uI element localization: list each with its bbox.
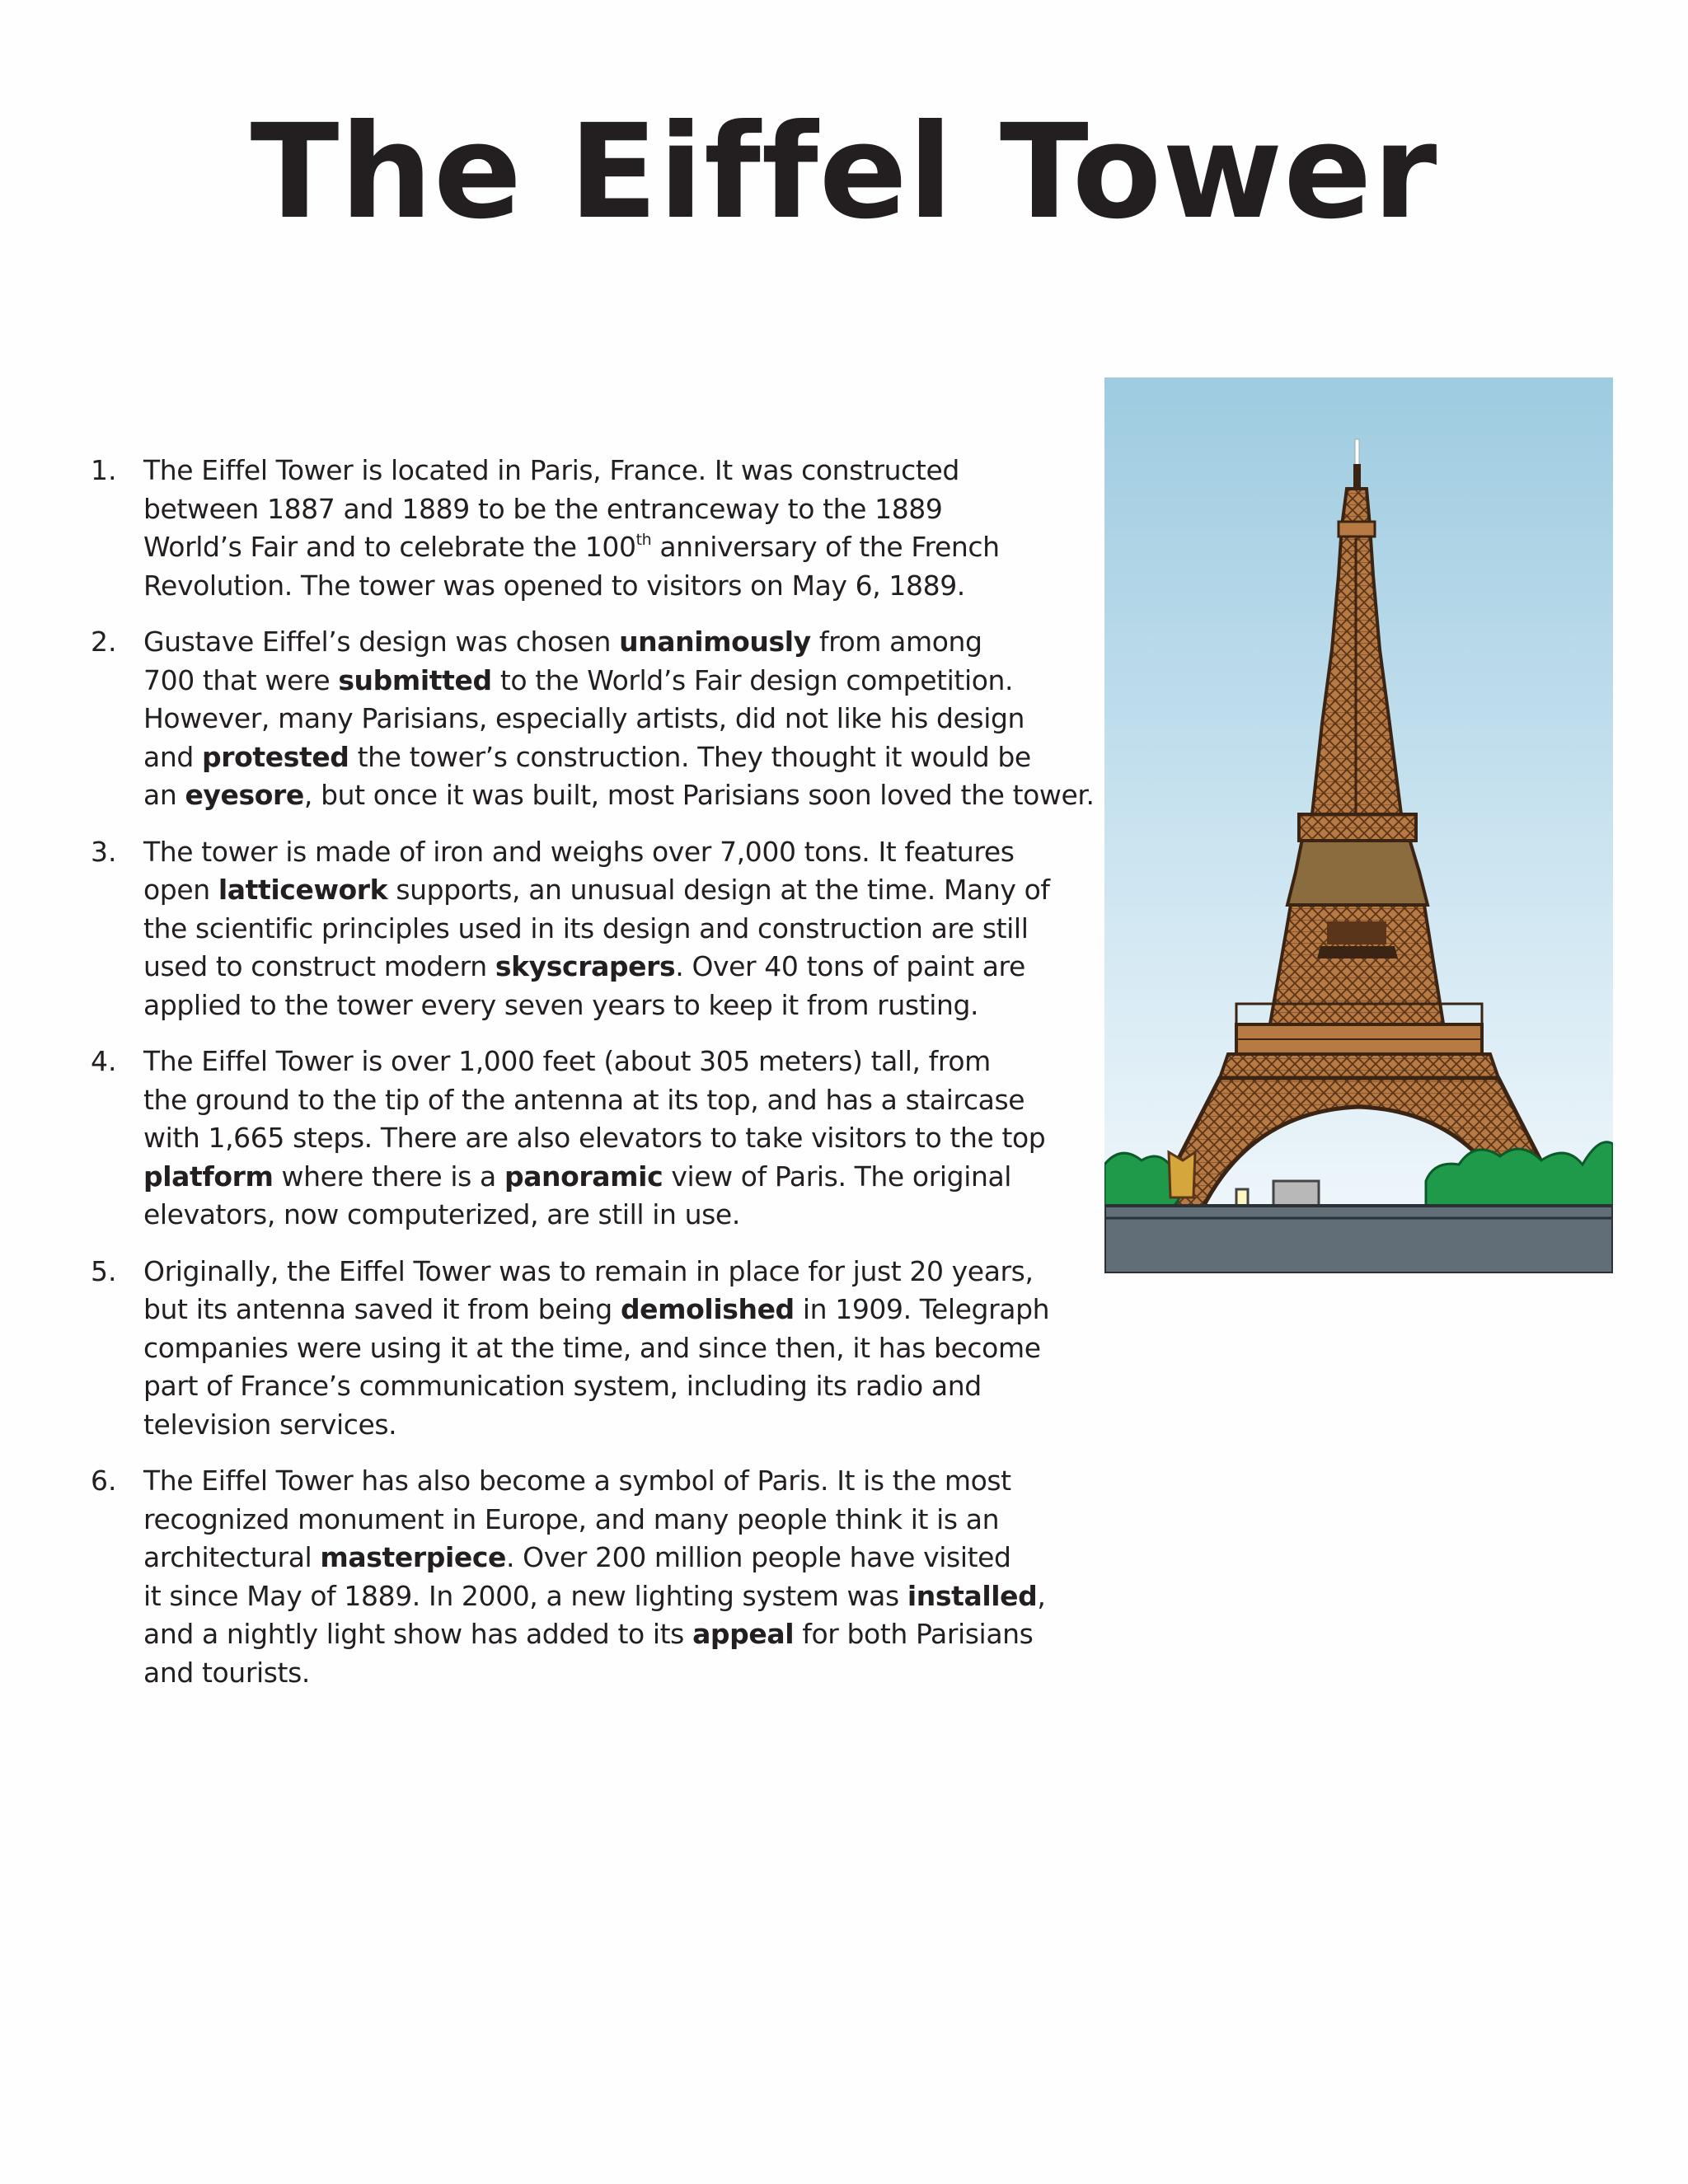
fact-text-run: The Eiffel Tower is over 1,000 feet (about 305 meters) tall, from <box>143 1045 991 1077</box>
fact-text <box>143 833 1096 1025</box>
fact-number: 2. <box>91 626 117 658</box>
fact-text-run: with 1,665 steps. There are also elevators to take visitors to the top <box>143 1122 1046 1154</box>
fact-item <box>91 623 1096 815</box>
fact-line <box>143 1043 1096 1081</box>
fact-text <box>143 1253 1096 1445</box>
fact-text-run: , <box>1037 1579 1046 1612</box>
fact-text-run: view of Paris. The original <box>663 1160 1012 1193</box>
vocabulary-word: installed <box>907 1579 1038 1612</box>
fact-text-run: . Over 40 tons of paint are <box>675 950 1025 982</box>
fact-text-run: Gustave Eiffel’s design was chosen <box>143 626 620 658</box>
fact-number: 6. <box>91 1465 117 1497</box>
fact-text-run: recognized monument in Europe, and many people think it is an <box>143 1502 1000 1535</box>
fact-line <box>143 1501 1096 1540</box>
fact-text-run: companies were using it at the time, and since then, it has become <box>143 1331 1041 1364</box>
fact-text-run: to the World’s Fair design competition. <box>491 663 1014 696</box>
fact-text-run: World’s Fair and to celebrate the 100 <box>143 531 636 563</box>
vocabulary-word: eyesore <box>185 779 304 811</box>
fact-line <box>143 662 1096 701</box>
vocabulary-word: masterpiece <box>320 1541 506 1573</box>
fact-line <box>143 948 1096 987</box>
vocabulary-word: platform <box>143 1160 274 1193</box>
page-title: The Eiffel Tower <box>250 96 1438 248</box>
fact-line <box>143 452 1096 490</box>
fact-item <box>91 1462 1096 1692</box>
fact-text-run: . Over 200 million people have visited <box>505 1541 1011 1573</box>
fact-line <box>143 567 1096 606</box>
fact-text-run: television services. <box>143 1408 397 1441</box>
fact-item <box>91 452 1096 605</box>
fact-text-run: it since May of 1889. In 2000, a new lighting system was <box>143 1579 907 1612</box>
fact-text-run: and a nightly light show has added to its <box>143 1618 693 1650</box>
fact-text-run: for both Parisians <box>794 1618 1034 1650</box>
fact-line <box>143 1081 1096 1120</box>
vocabulary-word: unanimously <box>619 626 811 658</box>
fact-text-run: and tourists. <box>143 1656 310 1689</box>
fact-text-run: where there is a <box>273 1160 504 1193</box>
fact-line <box>143 776 1096 815</box>
fact-line <box>143 987 1096 1025</box>
bridge-wall <box>1104 1206 1613 1273</box>
fact-line <box>143 1196 1096 1235</box>
fact-text-run: part of France’s communication system, including its radio and <box>143 1370 982 1402</box>
fact-line <box>143 1654 1096 1693</box>
fact-line <box>143 1329 1096 1368</box>
fact-item <box>91 1253 1096 1445</box>
fact-text-run: The tower is made of iron and weighs over 7,000 tons. It features <box>143 835 1015 868</box>
fact-line <box>143 738 1096 777</box>
fact-line <box>143 1119 1096 1158</box>
fact-line <box>143 623 1096 662</box>
fact-text-run: but its antenna saved it from being <box>143 1293 621 1325</box>
vocabulary-word: latticework <box>218 874 388 906</box>
fact-text-run: anniversary of the French <box>651 531 1000 563</box>
fact-text <box>143 1043 1096 1235</box>
fact-item <box>91 1043 1096 1235</box>
fact-line <box>143 910 1096 949</box>
fact-text-run: in 1909. Telegraph <box>794 1293 1050 1325</box>
fact-text-run: the scientific principles used in its design and construction are still <box>143 912 1029 944</box>
fact-text-run: and <box>143 740 202 773</box>
fact-line <box>143 1367 1096 1406</box>
fact-line <box>143 1462 1096 1501</box>
fact-text-run: an <box>143 779 185 811</box>
fact-text-run: the ground to the tip of the antenna at its top, and has a staircase <box>143 1083 1025 1116</box>
fact-number: 1. <box>91 454 117 486</box>
vocabulary-word: demolished <box>620 1293 795 1325</box>
fact-line <box>143 528 1096 567</box>
fact-line <box>143 1158 1096 1197</box>
fact-number: 5. <box>91 1254 117 1287</box>
fact-text-run: between 1887 and 1889 to be the entranceway to the 1889 <box>143 492 943 525</box>
fact-line <box>143 833 1096 872</box>
eiffel-tower-illustration-icon <box>1104 377 1613 1273</box>
fact-text-run: used to construct modern <box>143 950 495 982</box>
fact-line <box>143 1539 1096 1577</box>
fact-text-run: open <box>143 874 218 906</box>
fact-text-run: However, many Parisians, especially artists, did not like his design <box>143 702 1025 734</box>
fact-text-run: Revolution. The tower was opened to visitors on May 6, 1889. <box>143 569 965 602</box>
vocabulary-word: skyscrapers <box>495 950 676 982</box>
vocabulary-word: submitted <box>338 663 492 696</box>
fact-list <box>91 452 1096 1710</box>
fact-text-run: elevators, now computerized, are still in use. <box>143 1198 740 1230</box>
fact-line <box>143 1253 1096 1291</box>
vocabulary-word: appeal <box>692 1618 795 1650</box>
fact-text-run: the tower’s construction. They thought it would be <box>349 740 1031 773</box>
fact-line <box>143 1577 1096 1616</box>
vocabulary-word: panoramic <box>504 1160 663 1193</box>
fact-line <box>143 490 1096 529</box>
fact-line <box>143 1615 1096 1654</box>
fact-text-run: , but once it was built, most Parisians soon loved the tower. <box>303 779 1095 811</box>
fact-text-run: 700 that were <box>143 663 339 696</box>
fact-text <box>143 623 1096 815</box>
fact-text-run: Originally, the Eiffel Tower was to remain in place for just 20 years, <box>143 1254 1034 1287</box>
fact-text-run: The Eiffel Tower is located in Paris, France. It was constructed <box>143 454 959 486</box>
ordinal-suffix: th <box>635 531 652 549</box>
fact-line <box>143 1406 1096 1445</box>
fact-text-run: The Eiffel Tower has also become a symbol of Paris. It is the most <box>143 1465 1011 1497</box>
eiffel-tower-illustration <box>1104 377 1613 1273</box>
fact-line <box>143 700 1096 738</box>
fact-text-run: architectural <box>143 1541 321 1573</box>
fact-item <box>91 833 1096 1025</box>
fact-line <box>143 871 1096 910</box>
fact-text <box>143 1462 1096 1692</box>
fact-number: 3. <box>91 835 117 868</box>
fact-number: 4. <box>91 1045 117 1077</box>
fact-text-run: applied to the tower every seven years to keep it from rusting. <box>143 988 979 1021</box>
fact-line <box>143 1291 1096 1329</box>
fact-text-run: from among <box>810 626 982 658</box>
tower-second-platform <box>1287 839 1428 905</box>
fact-text-run: supports, an unusual design at the time. Many of <box>387 874 1050 906</box>
fact-text <box>143 452 1096 605</box>
vocabulary-word: protested <box>201 740 349 773</box>
